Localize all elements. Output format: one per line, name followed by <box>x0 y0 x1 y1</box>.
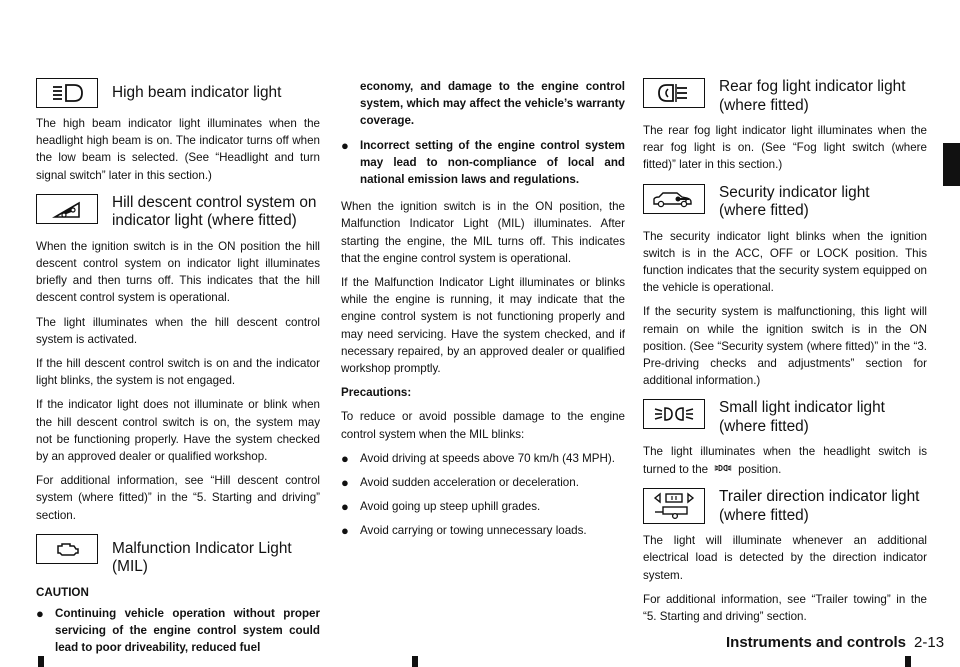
mil-para3: To reduce or avoid possible damage to the engine control system when the MIL blinks: <box>341 410 625 441</box>
mil-para2: If the Malfunction Indicator Light illuminates or blinks while the engine is running, it may indicate that the engine control system is not functioning properly and may need servicing. Have the system checked, and if necessary repaired, by an approved dealer or qualified workshop promptly. <box>341 276 625 376</box>
security-para1: The security indicator light blinks when the ignition switch is in the ACC, OFF or LOCK position. This function indicates that the security system equipped on the vehicle is operational. <box>643 229 927 295</box>
small-light-text-before: The light illuminates when the headlight switch is turned to the <box>643 445 927 476</box>
hill-descent-para4: If the indicator light does not illuminate or blink when the hill descent control switch is on, the system may not be functioning properly. Have the system checked by an approved dealer or qualified workshop. <box>36 398 320 464</box>
trailer-direction-icon <box>643 488 705 524</box>
rear-fog-description: The rear fog light indicator light illuminates when the rear fog light is on. (See “Fog light switch (where fitted)” later in this section.) <box>643 124 927 172</box>
crop-mark <box>412 656 418 667</box>
crop-mark <box>38 656 44 667</box>
small-light-title-line1: Small light indicator light <box>719 399 885 417</box>
security-para2: If the security system is malfunctioning, this light will remain on while the ignition switch is in the ON position. (See “Security system (where fitted)” in the “3. Pre-driving checks and adjustments” section for additional information.) <box>643 305 927 388</box>
bullet-dot: ● <box>341 499 349 515</box>
caution-bullet-1-continued <box>341 78 625 130</box>
trailer-title <box>719 488 919 525</box>
rear-fog-icon <box>643 78 705 108</box>
trailer-title-line1: Trailer direction indicator light <box>719 488 920 506</box>
hill-descent-para3: If the hill descent control switch is on and the indicator light blinks, the system is not engaged. <box>36 357 320 388</box>
precautions-label: Precautions: <box>341 386 412 400</box>
footer-section-title: Instruments and controls <box>726 634 907 651</box>
crop-mark <box>905 656 911 667</box>
hill-descent-title-line1: Hill descent control system on <box>112 193 317 211</box>
hill-descent-para5: For additional information, see “Hill descent control system (where fitted)” in the “5. Starting and driving” section. <box>36 474 320 522</box>
trailer-para1: The light will illuminate whenever an additional electrical load is detected by the direction indicator system. <box>643 534 927 582</box>
hill-descent-icon <box>36 194 98 224</box>
rear-fog-heading <box>643 78 927 115</box>
caution-bullet-2-text: Incorrect setting of the engine control system may lead to non-compliance of local and national emission laws and regulations. <box>360 138 625 187</box>
precaution-item-3 <box>341 498 625 515</box>
high-beam-heading <box>36 78 320 108</box>
mil-title: Malfunction Indicator Light (MIL) <box>112 539 292 576</box>
page-footer <box>726 634 950 651</box>
trailer-title-line2: (where fitted) <box>719 506 809 524</box>
security-heading <box>643 184 927 221</box>
bullet-dot: ● <box>341 523 349 539</box>
security-car-key-icon <box>643 184 705 214</box>
caution-bullet-2 <box>341 137 625 189</box>
column-right <box>643 78 927 632</box>
section-thumb-tab <box>943 143 960 186</box>
small-light-text-after: position. <box>738 462 782 476</box>
bullet-dot: ● <box>341 475 349 491</box>
rear-fog-title-line2: (where fitted) <box>719 96 809 114</box>
security-title <box>719 184 870 221</box>
hill-descent-title <box>112 194 316 231</box>
hill-descent-para2: The light illuminates when the hill descent control system is activated. <box>36 315 320 346</box>
footer-page-number: 2-13 <box>914 634 945 651</box>
precaution-item-4 <box>341 522 625 539</box>
small-light-title-line2: (where fitted) <box>719 417 809 435</box>
caution-bullet-1 <box>36 605 320 657</box>
small-light-icon <box>643 399 705 429</box>
precaution-item-4-text: Avoid carrying or towing unnecessary loads. <box>360 524 587 538</box>
caution-label: CAUTION <box>36 585 89 599</box>
bullet-dot: ● <box>341 450 349 466</box>
rear-fog-title <box>719 78 906 115</box>
caution-bullet-1-continued-text: economy, and damage to the engine control system, which may affect the vehicle’s warranty coverage. <box>360 80 625 128</box>
security-title-line2: (where fitted) <box>719 202 809 220</box>
engine-check-icon <box>36 534 98 564</box>
trailer-heading <box>643 488 927 525</box>
rear-fog-title-line1: Rear fog light indicator light <box>719 78 906 95</box>
small-light-inline-icon <box>713 461 733 478</box>
mil-heading <box>36 534 320 577</box>
precaution-item-2-text: Avoid sudden acceleration or deceleration. <box>360 476 579 490</box>
mil-para1: When the ignition switch is in the ON position, the Malfunction Indicator Light (MIL) illuminates. After starting the engine, the MIL turns off. This indicates that the engine control system is operational. <box>341 200 625 265</box>
small-light-heading <box>643 399 927 436</box>
high-beam-description: The high beam indicator light illuminates when the headlight high beam is on. The indicator turns off when the low beam is selected. (See “Headlight and turn signal switch” later in this section.) <box>36 117 320 182</box>
high-beam-icon <box>36 78 98 108</box>
hill-descent-heading <box>36 194 320 231</box>
column-left <box>36 78 320 664</box>
hill-descent-title-line2: indicator light (where fitted) <box>112 212 297 230</box>
caution-bullet-1-text: Continuing vehicle operation without proper servicing of the engine control system could lead to poor driveability, reduced fuel <box>55 607 320 655</box>
small-light-title <box>719 399 885 436</box>
column-middle <box>341 78 625 547</box>
precaution-item-3-text: Avoid going up steep uphill grades. <box>360 500 541 514</box>
precaution-item-1-text: Avoid driving at speeds above 70 km/h (43 MPH). <box>360 451 615 465</box>
small-light-description <box>643 443 927 478</box>
bullet-dot: ● <box>36 606 44 622</box>
hill-descent-para1: When the ignition switch is in the ON position the hill descent control system on indicator light illuminates briefly and then turns off. This indicates that the hill descent control system is operational. <box>36 239 320 305</box>
trailer-para2: For additional information, see “Trailer towing” in the “5. Starting and driving” section. <box>643 592 927 623</box>
bullet-dot: ● <box>341 137 349 153</box>
precaution-item-2 <box>341 474 625 491</box>
high-beam-title: High beam indicator light <box>112 84 282 101</box>
precaution-item-1 <box>341 450 625 467</box>
security-title-line1: Security indicator light <box>719 183 870 201</box>
